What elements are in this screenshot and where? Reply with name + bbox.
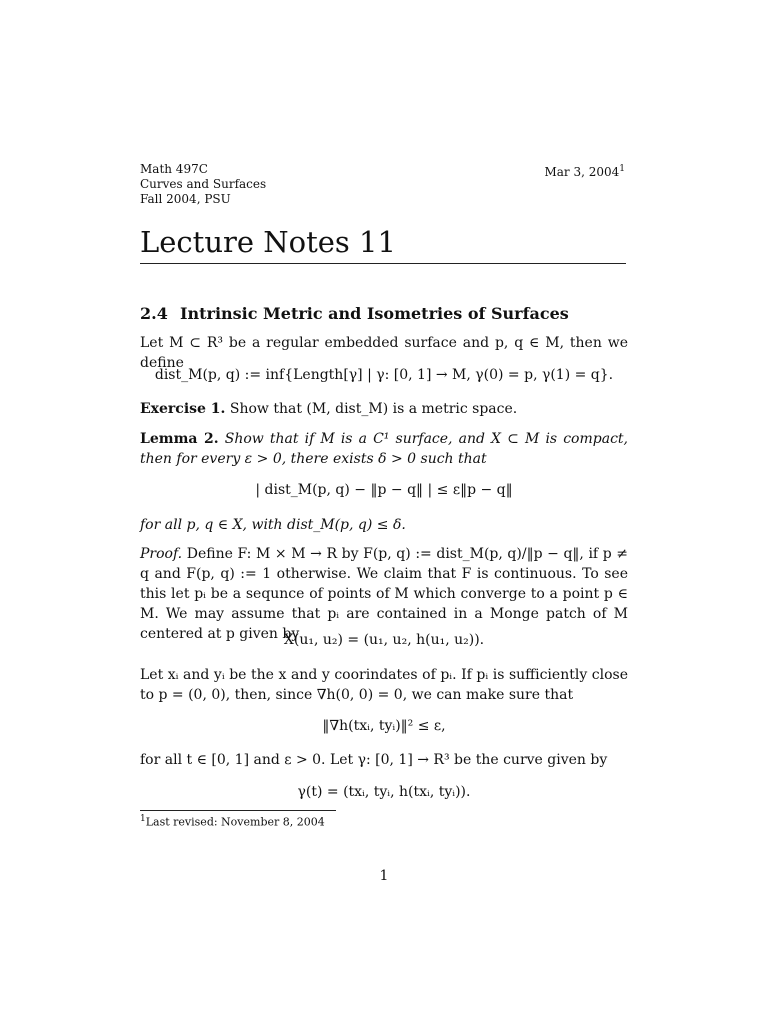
- lemma-label: Lemma 2.: [140, 431, 219, 447]
- equation-dist: dist_M(p, q) := inf{Length[γ] | γ: [0, 1] → M, γ(0) = p, γ(1) = q}.: [154, 367, 614, 383]
- equation-curve: γ(t) = (txᵢ, tyᵢ, h(txᵢ, tyᵢ)).: [297, 784, 471, 800]
- course-title: Curves and Surfaces: [140, 177, 267, 191]
- date-header: [544, 162, 625, 180]
- proof-label: Proof.: [140, 546, 183, 562]
- coordinates-paragraph: Let xᵢ and yᵢ be the x and y coorindates of pᵢ. If pᵢ is sufficiently close to p = (0, 0), then, since ∇h(0, 0) = 0, we can make sure that: [140, 667, 628, 703]
- equation-monge: X(u₁, u₂) = (u₁, u₂, h(u₁, u₂)).: [283, 632, 485, 648]
- proof-text: Define F: M × M → R by F(p, q) := dist_M(p, q)/‖p − q‖, if p ≠ q and F(p, q) := 1 otherwise. We claim that F is continuous. To see this let pᵢ be a sequnce of points of M which converge to a point p ∈ M. We may assume that pᵢ are contained in a Monge patch of M centered at p given by: [140, 546, 629, 642]
- section-heading: [140, 304, 569, 323]
- page-title: Lecture Notes 11: [140, 224, 626, 264]
- course-number: Math 497C: [140, 162, 208, 176]
- footnote-text: Last revised: November 8, 2004: [145, 815, 325, 829]
- course-header: [140, 162, 266, 207]
- exercise-text: Show that (M, dist_M) is a metric space.: [229, 401, 518, 417]
- lemma-text: Show that if M is a C¹ surface, and X ⊂ M is compact, then for every ε > 0, there exists δ > 0 such that: [140, 431, 628, 467]
- page-number: 1: [379, 868, 389, 884]
- intro-paragraph: Let M ⊂ R³ be a regular embedded surface and p, q ∈ M, then we define: [140, 335, 628, 371]
- equation-gradient: ‖∇h(txᵢ, tyᵢ)‖² ≤ ε,: [322, 718, 446, 734]
- curve-paragraph: for all t ∈ [0, 1] and ε > 0. Let γ: [0, 1] → R³ be the curve given by: [140, 752, 608, 768]
- section-number: 2.4: [140, 304, 168, 323]
- exercise-paragraph: [140, 399, 628, 419]
- footnote-mark: 1: [140, 814, 146, 824]
- course-term: Fall 2004, PSU: [140, 192, 231, 206]
- equation-lemma: | dist_M(p, q) − ‖p − q‖ | ≤ ε‖p − q‖: [255, 482, 513, 498]
- exercise-label: Exercise 1.: [140, 401, 226, 417]
- lemma-tail: for all p, q ∈ X, with dist_M(p, q) ≤ δ.: [140, 517, 406, 533]
- lemma-paragraph: [140, 429, 628, 469]
- footnote: [140, 814, 325, 829]
- footnote-rule: [140, 810, 336, 811]
- section-title: Intrinsic Metric and Isometries of Surfaces: [180, 304, 569, 323]
- proof-paragraph: [140, 544, 628, 644]
- date-text: Mar 3, 2004: [544, 165, 620, 179]
- date-footnote-mark: 1: [619, 164, 625, 174]
